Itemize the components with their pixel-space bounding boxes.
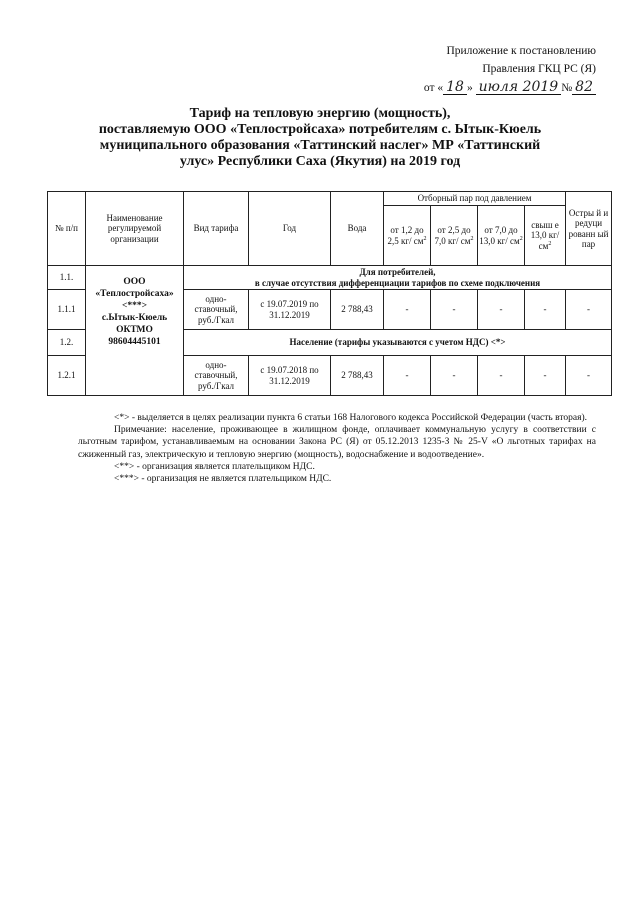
title-line-4: улус» Республики Саха (Якутия) на 2019 год	[179, 154, 461, 169]
sharp-steam-cell: -	[566, 290, 612, 330]
note-vat-payer: <**> - организация является плательщиком НДС.	[114, 461, 315, 472]
pressure-1-cell: -	[384, 290, 431, 330]
row-num: 1.2.1	[48, 356, 86, 396]
approval-line-3	[424, 80, 596, 95]
table-row	[48, 266, 612, 290]
col-header-steam-group: Отборный пар под давлением	[384, 192, 566, 206]
col-header-year: Год	[249, 192, 331, 266]
water-cell: 2 788,43	[331, 290, 384, 330]
org-cell: ООО «Теплостройсаха» <***> с.Ытык-Кюель ОКТМО 98604445101	[86, 266, 184, 396]
pressure-3-cell: -	[478, 356, 525, 396]
col-header-pressure-3: от 7,0 до 13,0 кг/ $см^2$	[478, 206, 525, 266]
pressure-3-cell: -	[478, 290, 525, 330]
number-sign: №	[561, 82, 573, 94]
row-num: 1.1.	[48, 266, 86, 290]
col-header-water: Вода	[331, 192, 384, 266]
tariff-type-cell: одно-ставочный, руб./Гкал	[184, 290, 249, 330]
header-row-1	[48, 192, 612, 206]
handwritten-day: 18	[443, 80, 467, 95]
col-header-org: Наименование регулируемой организации	[86, 192, 184, 266]
col-header-num: № п/п	[48, 192, 86, 266]
pressure-4-cell: -	[525, 356, 566, 396]
handwritten-number: 82	[572, 80, 596, 95]
section-population: Население (тарифы указываются с учетом НДС) <*>	[184, 330, 612, 356]
notes	[78, 412, 596, 485]
col-header-pressure-4: свыш е 13,0 кг/ $см^2$	[525, 206, 566, 266]
section-consumers: Для потребителей, в случае отсутствия дифференциации тарифов по схеме подключения	[184, 266, 612, 290]
tariff-table	[47, 191, 612, 396]
sharp-steam-cell: -	[566, 356, 612, 396]
water-cell: 2 788,43	[331, 356, 384, 396]
date-mid: »	[466, 82, 476, 94]
col-header-sharp-steam: Остры й и редуци рованн ый пар	[566, 192, 612, 266]
col-header-tariff-type: Вид тарифа	[184, 192, 249, 266]
year-cell: с 19.07.2019 по 31.12.2019	[249, 290, 331, 330]
document-title	[80, 106, 560, 170]
title-line-1: Тариф на тепловую энергию (мощность),	[189, 106, 451, 121]
title-line-2: поставляемую ООО «Теплостройсаха» потребителям с. Ытык-Кюель	[98, 122, 542, 137]
approval-line-2: Правления ГКЦ РС (Я)	[482, 63, 596, 75]
note-vat-footnote: <*> - выделяется в целях реализации пункта 6 статьи 168 Налогового кодекса Российской Федерации (часть вторая).	[114, 413, 588, 423]
note-remark: Примечание: население, проживающее в жилищном фонде, оплачивает коммунальную услугу в соответствии с льготным тарифом, устанавливаемым на основании Закона РС (Я) от 05.12.2013 1235-З № 25-V «О льготных тарифах на сжиженный газ, электрическую и тепловую энергию (мощность), водоснабжение и водоотведение».	[78, 425, 596, 460]
pressure-2-cell: -	[431, 290, 478, 330]
title-line-3: муниципального образования «Таттинский наслег» МР «Таттинский	[99, 138, 541, 153]
row-num: 1.1.1	[48, 290, 86, 330]
col-header-pressure-2: от 2,5 до 7,0 кг/ $см^2$	[431, 206, 478, 266]
pressure-4-cell: -	[525, 290, 566, 330]
handwritten-month-year: июля 2019	[476, 80, 562, 95]
year-cell: с 19.07.2018 по 31.12.2019	[249, 356, 331, 396]
note-not-vat-payer: <***> - организация не является плательщиком НДС.	[114, 474, 332, 485]
pressure-1-cell: -	[384, 356, 431, 396]
tariff-type-cell: одно-ставочный, руб./Гкал	[184, 356, 249, 396]
row-num: 1.2.	[48, 330, 86, 356]
date-prefix: от «	[423, 82, 444, 94]
pressure-2-cell: -	[431, 356, 478, 396]
approval-line-1: Приложение к постановлению	[446, 45, 596, 57]
col-header-pressure-1: от 1,2 до 2,5 кг/ $см^2$	[384, 206, 431, 266]
